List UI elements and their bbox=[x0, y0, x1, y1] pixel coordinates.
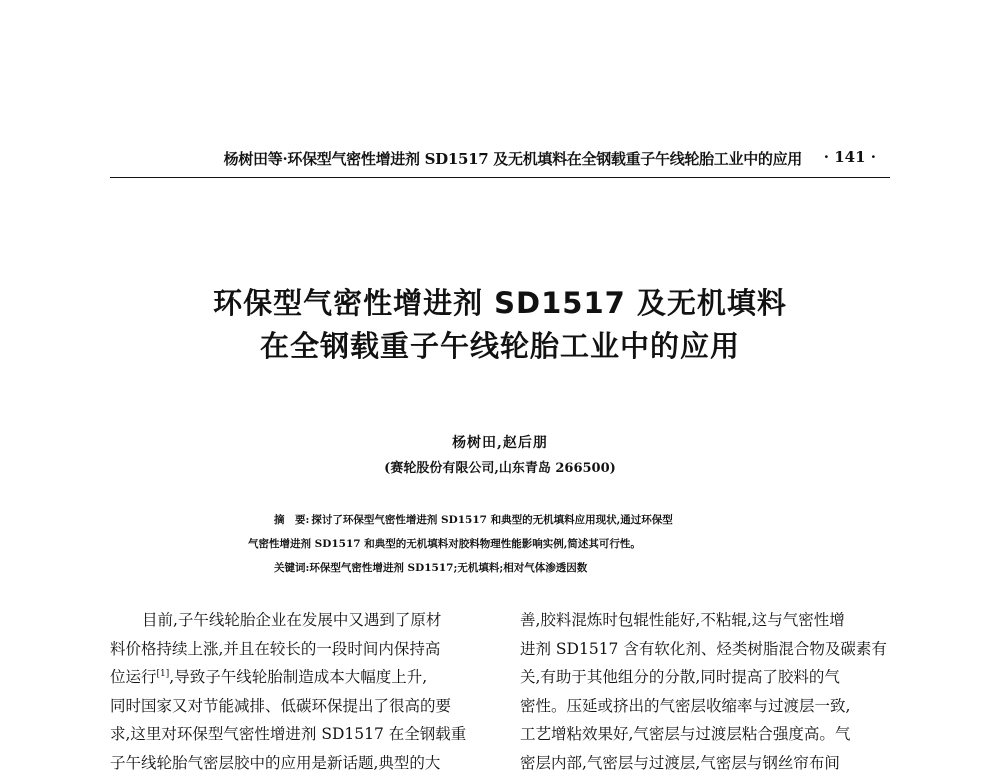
body-text: 位运行 bbox=[110, 668, 157, 686]
body-line: 善,胶料混炼时包辊性能好,不粘辊,这与气密性增 bbox=[520, 606, 906, 635]
body-line: 工艺增粘效果好,气密层与过渡层粘合强度高。气 bbox=[520, 720, 906, 749]
body-line: 密性。压延或挤出的气密层收缩率与过渡层一致, bbox=[520, 692, 906, 721]
body-line: 求,这里对环保型气密性增进剂 SD1517 在全钢载重 bbox=[110, 720, 496, 749]
abstract-line-1 bbox=[248, 508, 768, 532]
abstract-label: 摘 要: bbox=[274, 514, 309, 526]
body-column-left bbox=[110, 606, 496, 777]
running-head-title: 杨树田等·环保型气密性增进剂 SD1517 及无机填料在全钢载重子午线轮胎工业中的应用 bbox=[224, 148, 802, 169]
body-line: 目前,子午线轮胎企业在发展中又遇到了原材 bbox=[110, 606, 496, 635]
header-rule bbox=[110, 177, 890, 178]
keywords-line bbox=[248, 556, 768, 580]
paper-title bbox=[0, 282, 1000, 368]
keywords-label: 关键词: bbox=[274, 562, 309, 574]
abstract-text-1: 探讨了环保型气密性增进剂 SD1517 和典型的无机填料应用现状,通过环保型 bbox=[311, 514, 672, 526]
running-head bbox=[110, 148, 890, 178]
body-line: 密层内部,气密层与过渡层,气密层与钢丝帘布间 bbox=[520, 749, 906, 777]
abstract-line-2: 气密性增进剂 SD1517 和典型的无机填料对胶料物理性能影响实例,简述其可行性。 bbox=[248, 532, 768, 556]
title-line-2: 在全钢载重子午线轮胎工业中的应用 bbox=[0, 325, 1000, 368]
affiliation: (赛轮股份有限公司,山东青岛 266500) bbox=[0, 457, 1000, 476]
body-column-right bbox=[520, 606, 906, 777]
body-text: ,导致子午线轮胎制造成本大幅度上升, bbox=[169, 668, 427, 686]
body-line: 进剂 SD1517 含有软化剂、烃类树脂混合物及碳素有 bbox=[520, 635, 906, 664]
body-line: 子午线轮胎气密层胶中的应用是新话题,典型的大 bbox=[110, 749, 496, 777]
body-line: 同时国家又对节能减排、低碳环保提出了很高的要 bbox=[110, 692, 496, 721]
page-number: · 141 · bbox=[824, 148, 876, 166]
body-line: 料价格持续上涨,并且在较长的一段时间内保持高 bbox=[110, 635, 496, 664]
abstract bbox=[248, 508, 768, 580]
reference-marker: [1] bbox=[157, 669, 170, 679]
authors: 杨树田,赵后朋 bbox=[0, 432, 1000, 452]
keywords-text: 环保型气密性增进剂 SD1517;无机填料;相对气体渗透因数 bbox=[309, 562, 587, 574]
body-line: 关,有助于其他组分的分散,同时提高了胶料的气 bbox=[520, 663, 906, 692]
title-line-1: 环保型气密性增进剂 SD1517 及无机填料 bbox=[0, 282, 1000, 325]
body-line bbox=[110, 663, 496, 692]
